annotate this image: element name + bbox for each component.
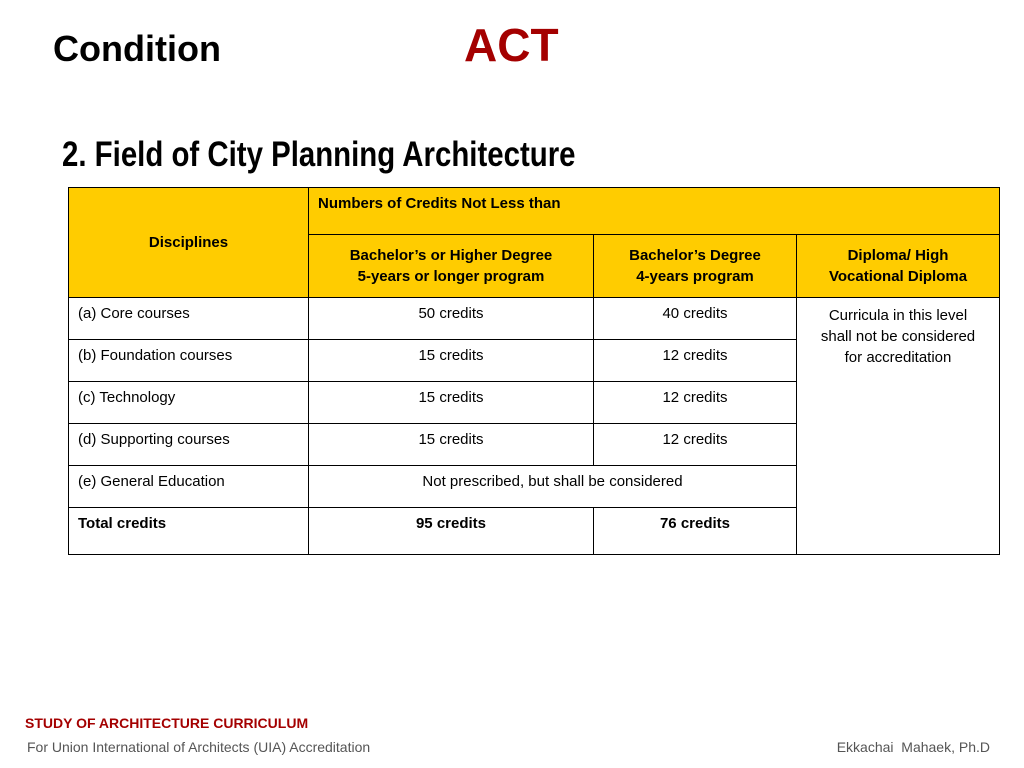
discipline-cell: (b) Foundation courses bbox=[69, 340, 309, 382]
higher-degree-credits-cell: 15 credits bbox=[309, 382, 594, 424]
column-header-bachelor-degree bbox=[594, 235, 797, 298]
section-title: 2. Field of City Planning Architecture bbox=[62, 135, 576, 174]
discipline-cell: (e) General Education bbox=[69, 466, 309, 508]
act-title: ACT bbox=[464, 19, 559, 71]
diploma-note-cell bbox=[797, 298, 1000, 555]
column-header-line: Bachelor’s or Higher Degree bbox=[349, 247, 553, 264]
bachelor-credits-cell: 12 credits bbox=[594, 382, 797, 424]
higher-degree-credits-cell: 50 credits bbox=[309, 298, 594, 340]
higher-degree-credits-cell: 15 credits bbox=[309, 340, 594, 382]
column-header-line: Vocational Diploma bbox=[828, 268, 968, 285]
diploma-note-line: Curricula in this level bbox=[828, 307, 968, 324]
column-header-line: 5-years or longer program bbox=[357, 268, 545, 285]
footer-author: Ekkachai Mahaek, Ph.D bbox=[836, 739, 990, 755]
footer-study-title: STUDY OF ARCHITECTURE CURRICULUM bbox=[25, 715, 309, 731]
column-header-line: 4-years program bbox=[636, 268, 754, 285]
bachelor-credits-cell: 12 credits bbox=[594, 424, 797, 466]
general-education-note-cell: Not prescribed, but shall be considered bbox=[309, 466, 797, 508]
discipline-cell: (c) Technology bbox=[69, 382, 309, 424]
column-header-higher-degree bbox=[309, 235, 594, 298]
higher-degree-credits-cell: 15 credits bbox=[309, 424, 594, 466]
footer-accreditation-text: For Union International of Architects (UIA) Accreditation bbox=[27, 739, 371, 755]
discipline-cell: (a) Core courses bbox=[69, 298, 309, 340]
total-higher-degree-cell: 95 credits bbox=[309, 508, 594, 555]
disciplines-header: Disciplines bbox=[69, 188, 309, 298]
bachelor-credits-cell: 40 credits bbox=[594, 298, 797, 340]
diploma-note-line: shall not be considered bbox=[820, 328, 976, 345]
table-row bbox=[69, 298, 1000, 340]
condition-title: Condition bbox=[53, 28, 221, 69]
discipline-cell: (d) Supporting courses bbox=[69, 424, 309, 466]
credits-table bbox=[68, 187, 1000, 555]
bachelor-credits-cell: 12 credits bbox=[594, 340, 797, 382]
total-bachelor-cell: 76 credits bbox=[594, 508, 797, 555]
column-header-line: Bachelor’s Degree bbox=[629, 247, 761, 264]
diploma-note-line: for accreditation bbox=[844, 349, 952, 366]
column-header-line: Diploma/ High bbox=[847, 247, 949, 264]
column-header-diploma bbox=[797, 235, 1000, 298]
credits-group-header: Numbers of Credits Not Less than bbox=[309, 188, 1000, 235]
total-label-cell: Total credits bbox=[69, 508, 309, 555]
